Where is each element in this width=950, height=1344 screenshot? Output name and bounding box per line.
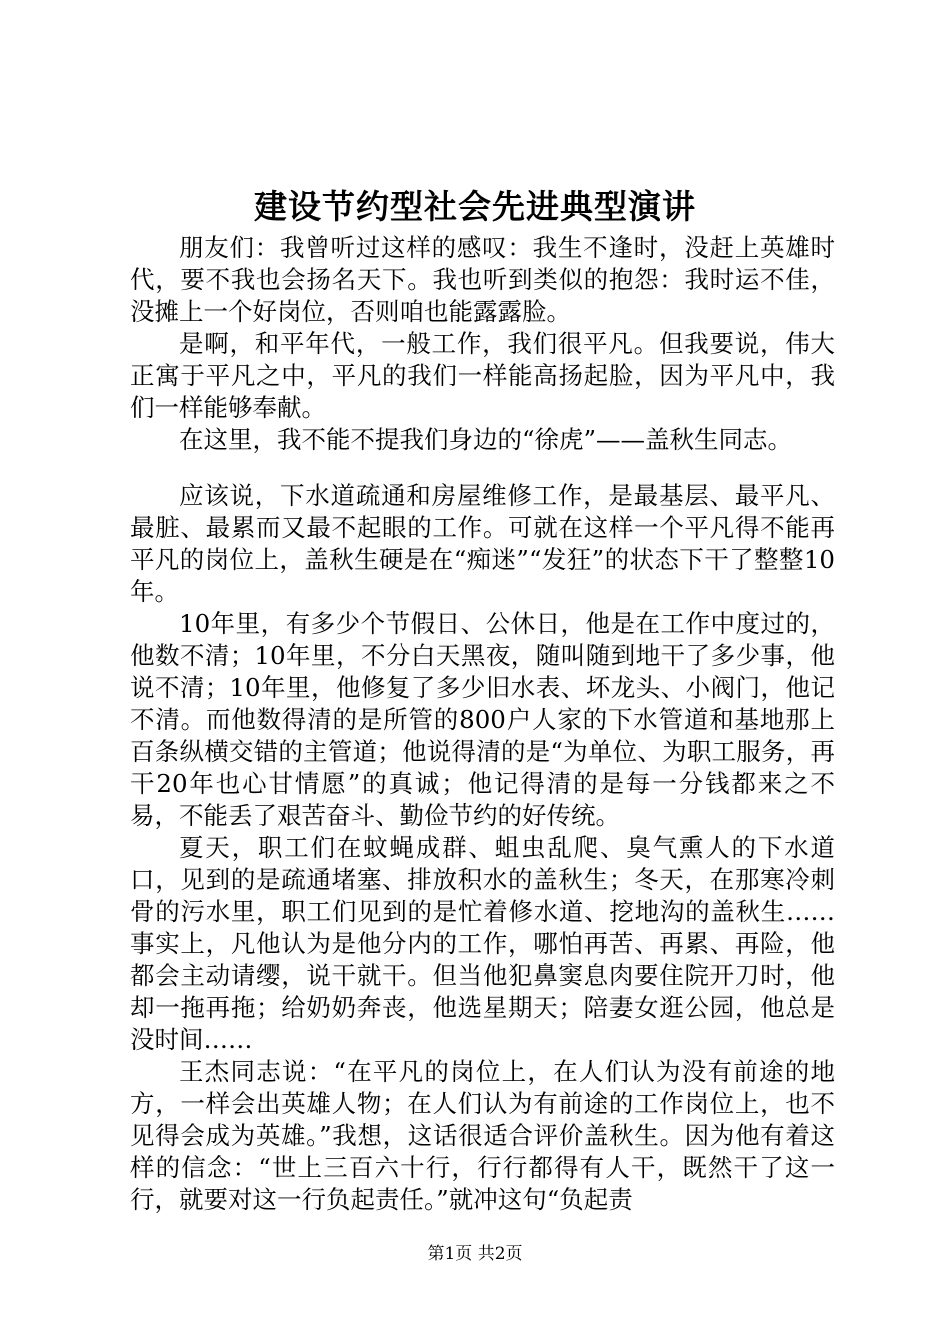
- paragraph: 10年里，有多少个节假日、公休日，他是在工作中度过的，他数不清；10年里，不分白天黑夜，随叫随到地干了多少事，他说不清；10年里，他修复了多少旧水表、坏龙头、小阀门，他记不清。而他数得清的是所管的800户人家的下水管道和基地那上百条纵横交错的主管道；他说得清的是“为单位、为职工服务，再干20年也心甘情愿”的真诚；他记得清的是每一分钱都来之不易，不能丢了艰苦奋斗、勤俭节约的好传统。: [130, 609, 835, 830]
- paragraph: 应该说，下水道疏通和房屋维修工作，是最基层、最平凡、最脏、最累而又最不起眼的工作。可就在这样一个平凡得不能再平凡的岗位上，盖秋生硬是在“痴迷”“发狂”的状态下干了整整10年。: [130, 481, 835, 606]
- paragraph: 是啊，和平年代，一般工作，我们很平凡。但我要说，伟大正寓于平凡之中，平凡的我们一样能高扬起脸，因为平凡中，我们一样能够奉献。: [130, 329, 835, 422]
- paragraph: 王杰同志说：“在平凡的岗位上，在人们认为没有前途的地方，一样会出英雄人物；在人们认为有前途的工作岗位上，也不见得会成为英雄。”我想，这话很适合评价盖秋生。因为他有着这样的信念：“世上三百六十行，行行都得有人干，既然干了这一行，就要对这一行负起责任。”就冲这句“负起责: [130, 1057, 835, 1214]
- paragraph: 在这里，我不能不提我们身边的“徐虎”——盖秋生同志。: [179, 425, 793, 454]
- document-body: [130, 232, 835, 1216]
- paragraph: 夏天，职工们在蚊蝇成群、蛆虫乱爬、臭气熏人的下水道口，见到的是疏通堵塞、排放积水的盖秋生；冬天，在那寒冷刺骨的污水里，职工们见到的是忙着修水道、挖地沟的盖秋生……事实上，凡他认为是他分内的工作，哪怕再苦、再累、再险，他都会主动请缨，说干就干。但当他犯鼻窦息肉要住院开刀时，他却一拖再拖；给奶奶奔丧，他选星期天；陪妻女逛公园，他总是没时间……: [130, 833, 835, 1054]
- page-footer: 第1页 共2页: [427, 1244, 523, 1264]
- document-title: 建设节约型社会先进典型演讲: [254, 187, 696, 226]
- paragraph: 朋友们：我曾听过这样的感叹：我生不逢时，没赶上英雄时代，要不我也会扬名天下。我也听到类似的抱怨：我时运不佳，没摊上一个好岗位，否则咱也能露露脸。: [130, 233, 835, 326]
